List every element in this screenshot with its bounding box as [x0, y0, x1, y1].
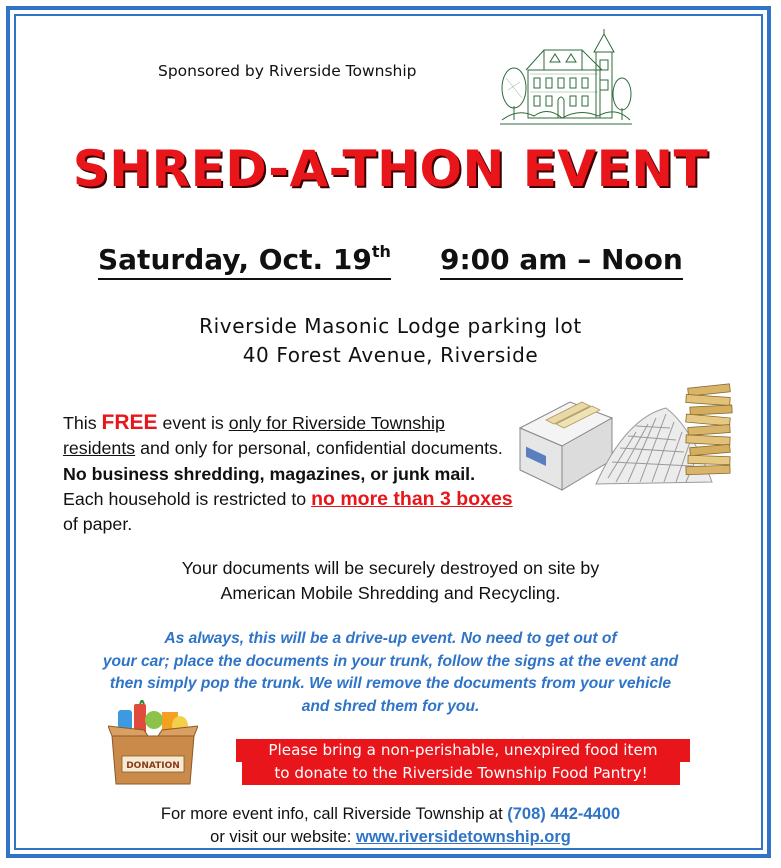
- residents-only-text: only for Riverside Township residents: [63, 413, 445, 459]
- details-text-3: and only for personal, confidential documents.: [135, 438, 503, 459]
- event-headline: SHRED-A-THON EVENT: [72, 140, 709, 198]
- donation-box-icon: [108, 700, 198, 788]
- driveup-line-1: As always, this will be a drive-up event. No need to get out of: [164, 630, 617, 647]
- driveup-line-2: your car; place the documents in your trunk, follow the signs at the event and: [102, 652, 679, 670]
- details-text-5: of paper.: [63, 514, 133, 535]
- details-text-1: This: [63, 413, 102, 433]
- sponsor-line: Sponsored by Riverside Township: [158, 62, 417, 80]
- driveup-line-4: and shred them for you.: [301, 697, 480, 715]
- no-business-text: No business shredding, magazines, or junk mail.: [63, 463, 476, 484]
- secure-line-2: American Mobile Shredding and Recycling.: [220, 583, 561, 603]
- venue-name: Riverside Masonic Lodge parking lot: [199, 314, 582, 338]
- eligibility-paragraph: [63, 410, 513, 537]
- details-text-4: Each household is restricted to: [63, 488, 312, 509]
- contact-phone-prefix: For more event info, call Riverside Township at: [160, 805, 508, 823]
- donation-label: DONATION: [126, 761, 180, 771]
- contact-web-line: [0, 826, 781, 849]
- food-pantry-line-2: to donate to the Riverside Township Food Pantry!: [242, 762, 680, 785]
- contact-info: [0, 803, 781, 849]
- food-pantry-line-1: Please bring a non-perishable, unexpired food item: [236, 739, 690, 762]
- shredding-vendor-text: [0, 556, 781, 606]
- township-hall-illustration: [498, 28, 634, 128]
- secure-line-1: Your documents will be securely destroyed on site by: [181, 558, 600, 578]
- free-label: FREE: [101, 411, 158, 434]
- driveup-line-3: then simply pop the trunk. We will remove the documents from your vehicle: [109, 675, 672, 692]
- details-text-2: event is: [157, 413, 229, 433]
- website-link[interactable]: www.riversidetownship.org: [355, 828, 571, 846]
- event-venue: [0, 312, 781, 370]
- box-limit-text: no more than 3 boxes: [311, 487, 513, 510]
- event-time: 9:00 am – Noon: [440, 242, 683, 280]
- event-date-text: Saturday, Oct. 19: [98, 243, 372, 276]
- event-date-suffix: th: [371, 242, 391, 261]
- food-pantry-banner: [236, 739, 690, 785]
- contact-web-prefix: or visit our website:: [210, 828, 356, 846]
- contact-phone-line: [0, 803, 781, 826]
- phone-number[interactable]: (708) 442-4400: [507, 805, 621, 823]
- event-date: [98, 242, 391, 280]
- shredded-paper-illustration: [516, 378, 738, 496]
- venue-address: 40 Forest Avenue, Riverside: [242, 343, 539, 367]
